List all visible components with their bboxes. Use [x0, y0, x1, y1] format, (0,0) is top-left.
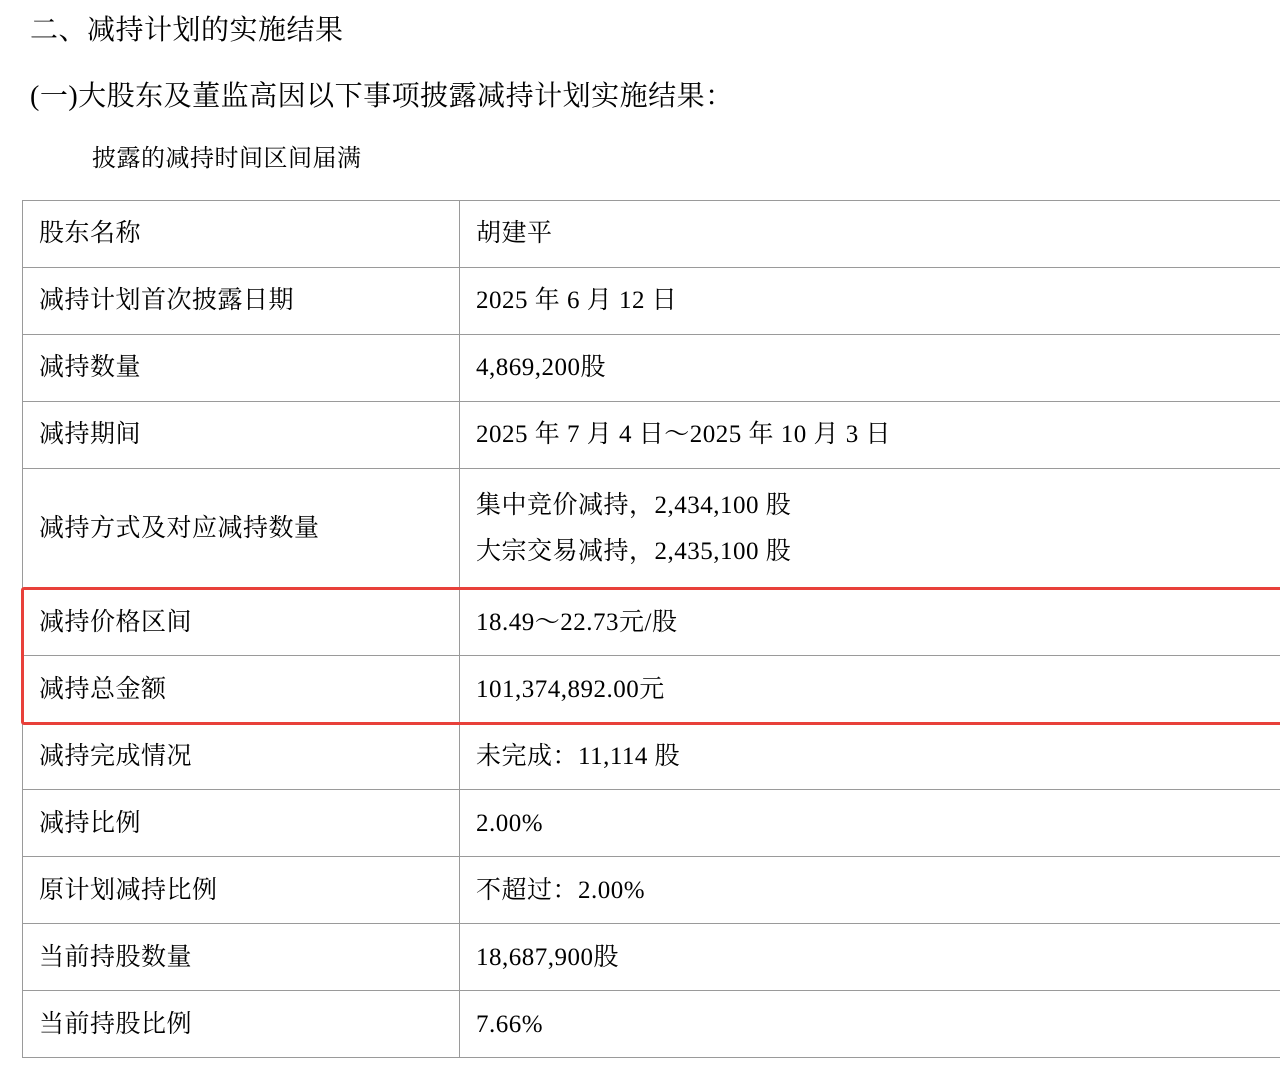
row-label: 股东名称: [23, 200, 460, 267]
row-value: 2.00%: [460, 790, 1280, 857]
table-row: [23, 200, 1280, 267]
row-value: [460, 468, 1280, 589]
row-value: 7.66%: [460, 991, 1280, 1058]
row-label: 当前持股比例: [23, 991, 460, 1058]
row-value: 2025 年 6 月 12 日: [460, 267, 1280, 334]
row-value: 未完成：11,114 股: [460, 723, 1280, 790]
row-label: 原计划减持比例: [23, 857, 460, 924]
table-row: [23, 468, 1280, 589]
row-value: 2025 年 7 月 4 日～2025 年 10 月 3 日: [460, 401, 1280, 468]
row-label: 减持计划首次披露日期: [23, 267, 460, 334]
table-row: [23, 267, 1280, 334]
row-value: 4,869,200股: [460, 334, 1280, 401]
table-row: [23, 857, 1280, 924]
row-label: 减持期间: [23, 401, 460, 468]
row-label: 当前持股数量: [23, 924, 460, 991]
row-label: 减持比例: [23, 790, 460, 857]
row-value: 胡建平: [460, 200, 1280, 267]
row-value: 18.49～22.73元/股: [460, 589, 1280, 656]
row-label: 减持总金额: [23, 656, 460, 723]
row-value-line-1: 集中竞价减持，2,434,100 股: [476, 483, 1280, 529]
table-row: [23, 991, 1280, 1058]
document-page: [0, 14, 1280, 1090]
table-row: [23, 790, 1280, 857]
row-label: 减持数量: [23, 334, 460, 401]
page-title: 二、减持计划的实施结果: [30, 14, 1280, 48]
table-row: [23, 334, 1280, 401]
section-subtitle: (一)大股东及董监高因以下事项披露减持计划实施结果：: [30, 80, 1280, 114]
row-label: 减持完成情况: [23, 723, 460, 790]
row-value: 18,687,900股: [460, 924, 1280, 991]
table-row: [23, 924, 1280, 991]
table-row: [23, 401, 1280, 468]
row-value: 101,374,892.00元: [460, 656, 1280, 723]
row-label: 减持价格区间: [23, 589, 460, 656]
disclosure-note: 披露的减持时间区间届满: [92, 145, 1280, 174]
row-value-line-2: 大宗交易减持，2,435,100 股: [476, 529, 1280, 575]
row-label: 减持方式及对应减持数量: [23, 468, 460, 589]
reduction-plan-table: [22, 200, 1280, 1059]
row-value: 不超过：2.00%: [460, 857, 1280, 924]
reduction-plan-table-wrapper: [22, 200, 1246, 1059]
table-row: [23, 723, 1280, 790]
table-row: [23, 656, 1280, 723]
table-row: [23, 589, 1280, 656]
